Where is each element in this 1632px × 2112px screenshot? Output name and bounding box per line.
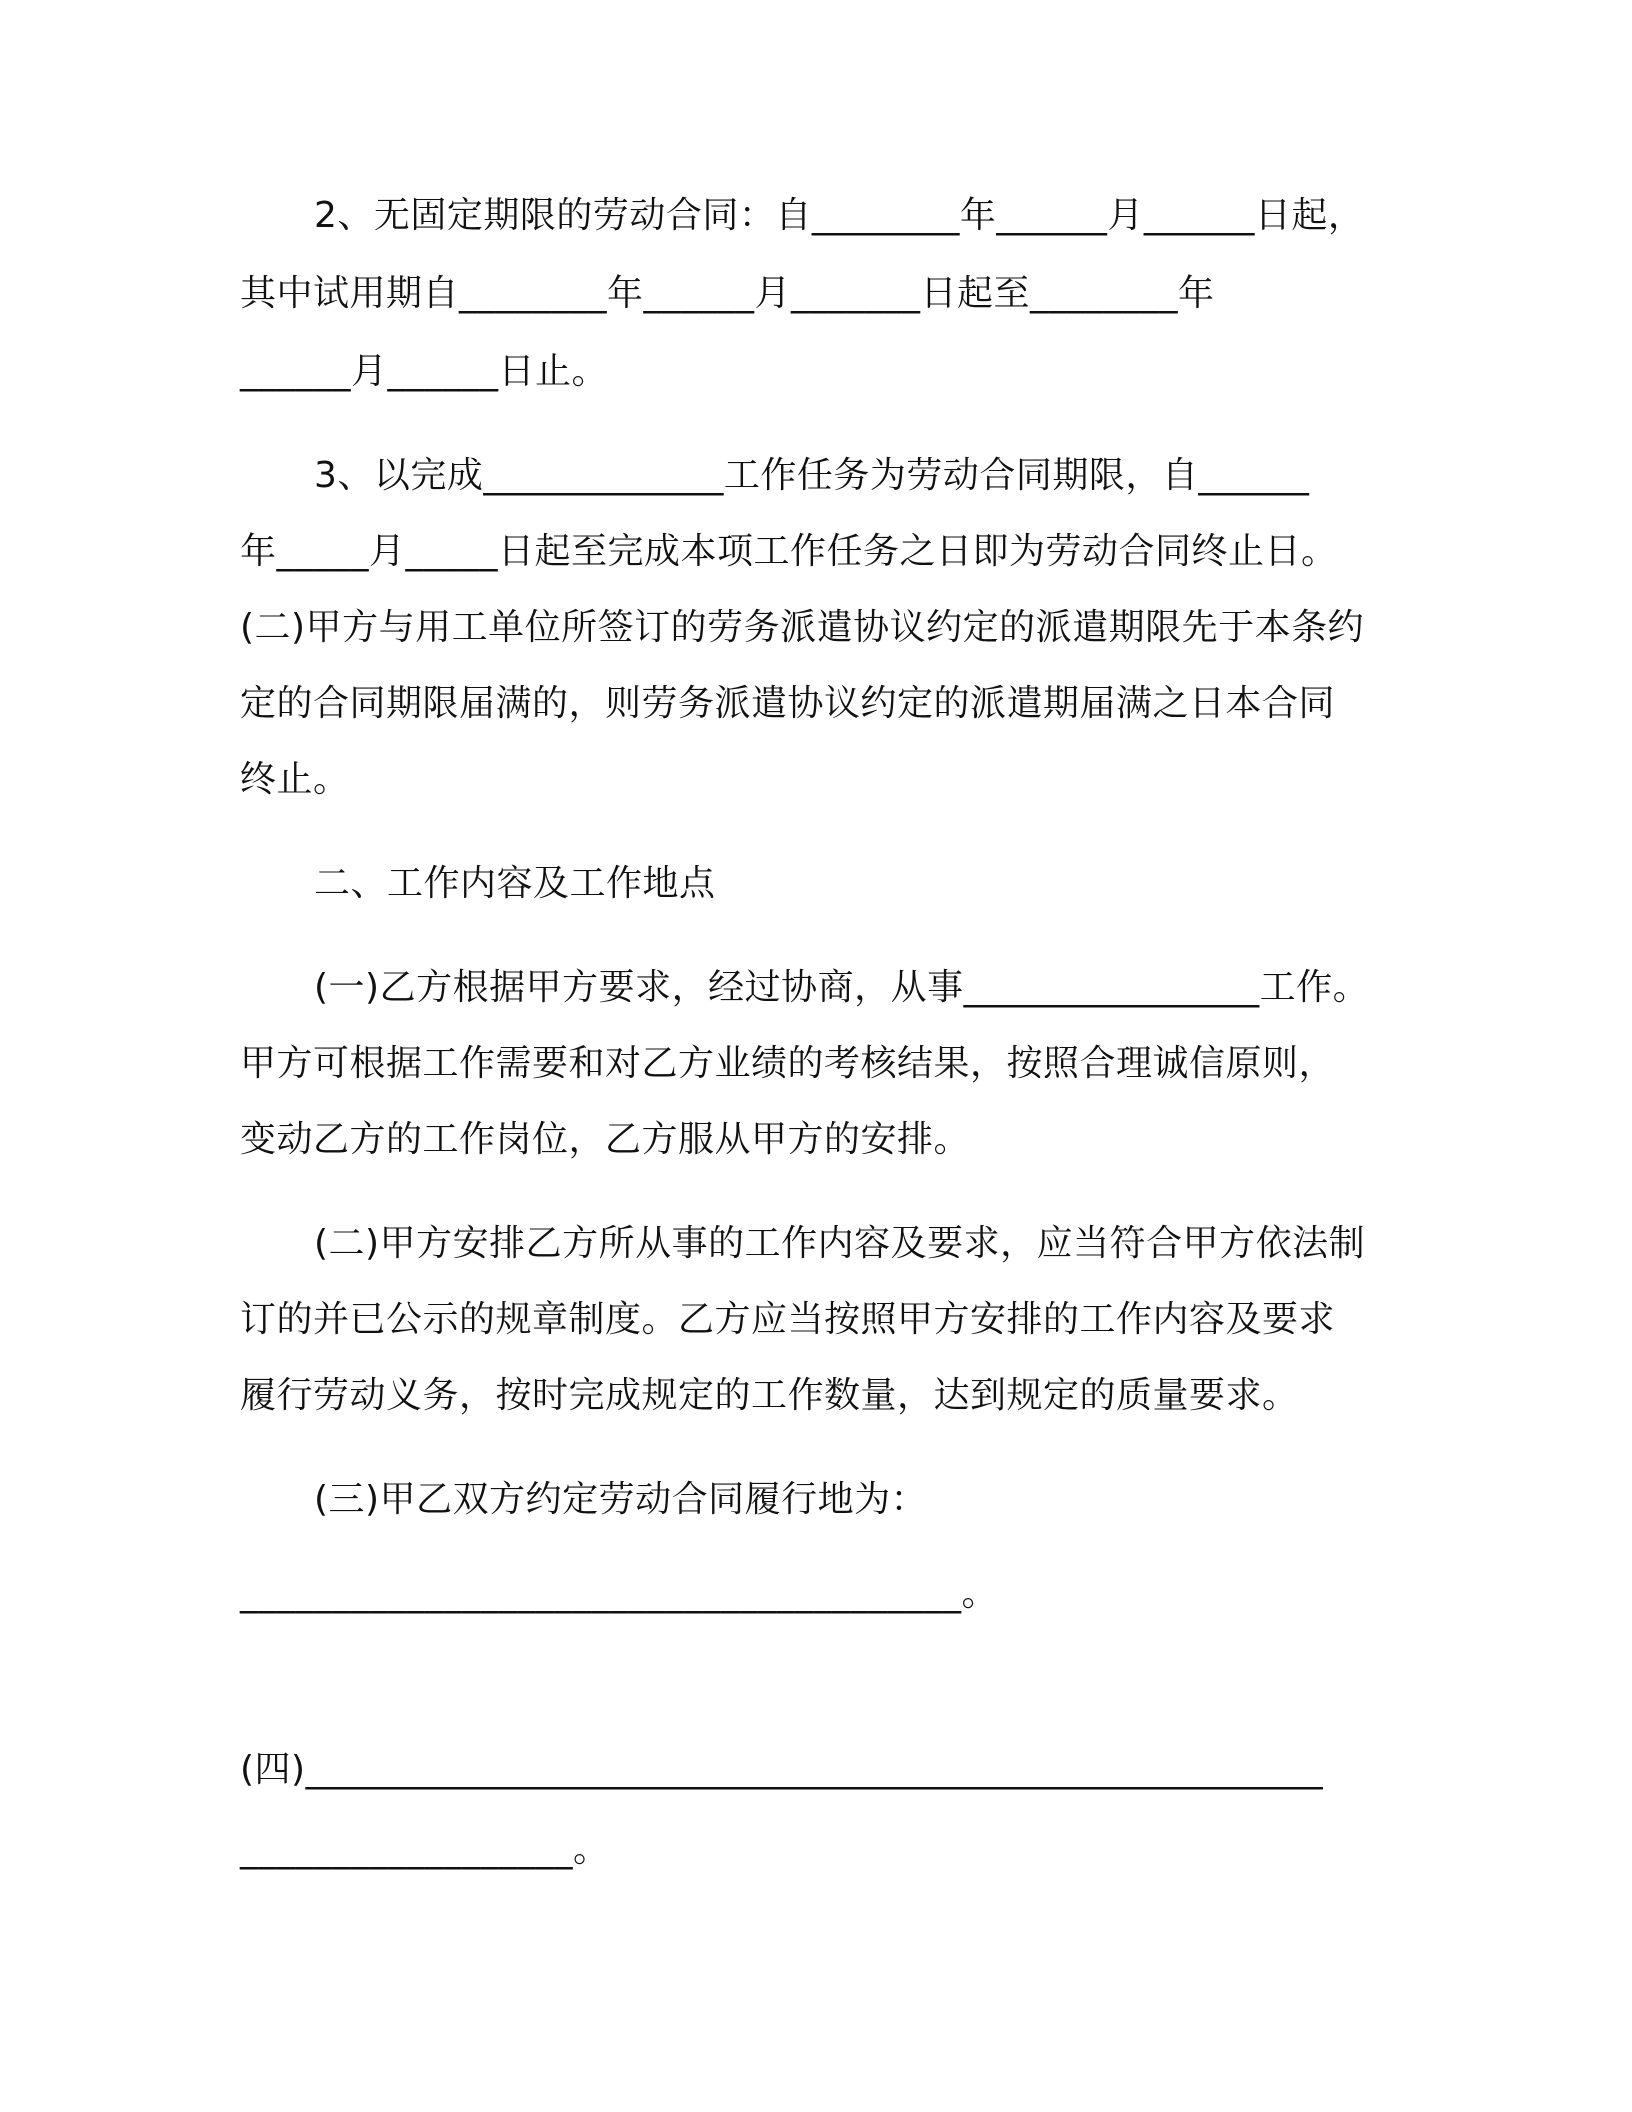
clause-2-line-3: ______月______日止。 [240, 351, 609, 392]
work-clause-3-line-1: (三)甲乙双方约定劳动合同履行地为： [314, 1479, 928, 1520]
clause-3-line-1: 3、以完成_____________工作任务为劳动合同期限，自______ [314, 455, 1310, 496]
work-clause-1-line-1: (一)乙方根据甲方要求，经过协商，从事________________工作。 [314, 967, 1370, 1008]
work-clause-3-line-2: _______________________________________。 [240, 1573, 998, 1614]
work-clause-2-line-3: 履行劳动义务，按时完成规定的工作数量，达到规定的质量要求。 [240, 1375, 1299, 1416]
clause-er-line-3: 终止。 [240, 759, 350, 800]
clause-2-line-2: 其中试用期自________年______月_______日起至________年 [240, 273, 1215, 314]
work-clause-2-line-1: (二)甲方安排乙方所从事的工作内容及要求，应当符合甲方依法制 [314, 1223, 1366, 1264]
section-heading-work: 二、工作内容及工作地点 [314, 863, 716, 904]
work-clause-1-line-3: 变动乙方的工作岗位，乙方服从甲方的安排。 [240, 1119, 971, 1160]
clause-er-line-1: (二)甲方与用工单位所签订的劳务派遣协议约定的派遣期限先于本条约 [240, 607, 1365, 648]
clause-er-line-2: 定的合同期限届满的，则劳务派遣协议约定的派遣期届满之日本合同 [240, 683, 1336, 724]
clause-2-line-1: 2、无固定期限的劳动合同：自________年______月______日起， [314, 195, 1365, 236]
clause-3-line-2: 年_____月_____日起至完成本项工作任务之日即为劳动合同终止日。 [240, 531, 1338, 572]
work-clause-2-line-2: 订的并已公示的规章制度。乙方应当按照甲方安排的工作内容及要求 [240, 1299, 1336, 1340]
work-clause-4-line-1: (四)_______________________________________________________ [240, 1749, 1324, 1790]
work-clause-4-line-2: __________________。 [240, 1829, 610, 1870]
work-clause-1-line-2: 甲方可根据工作需要和对乙方业绩的考核结果，按照合理诚信原则， [240, 1043, 1336, 1084]
